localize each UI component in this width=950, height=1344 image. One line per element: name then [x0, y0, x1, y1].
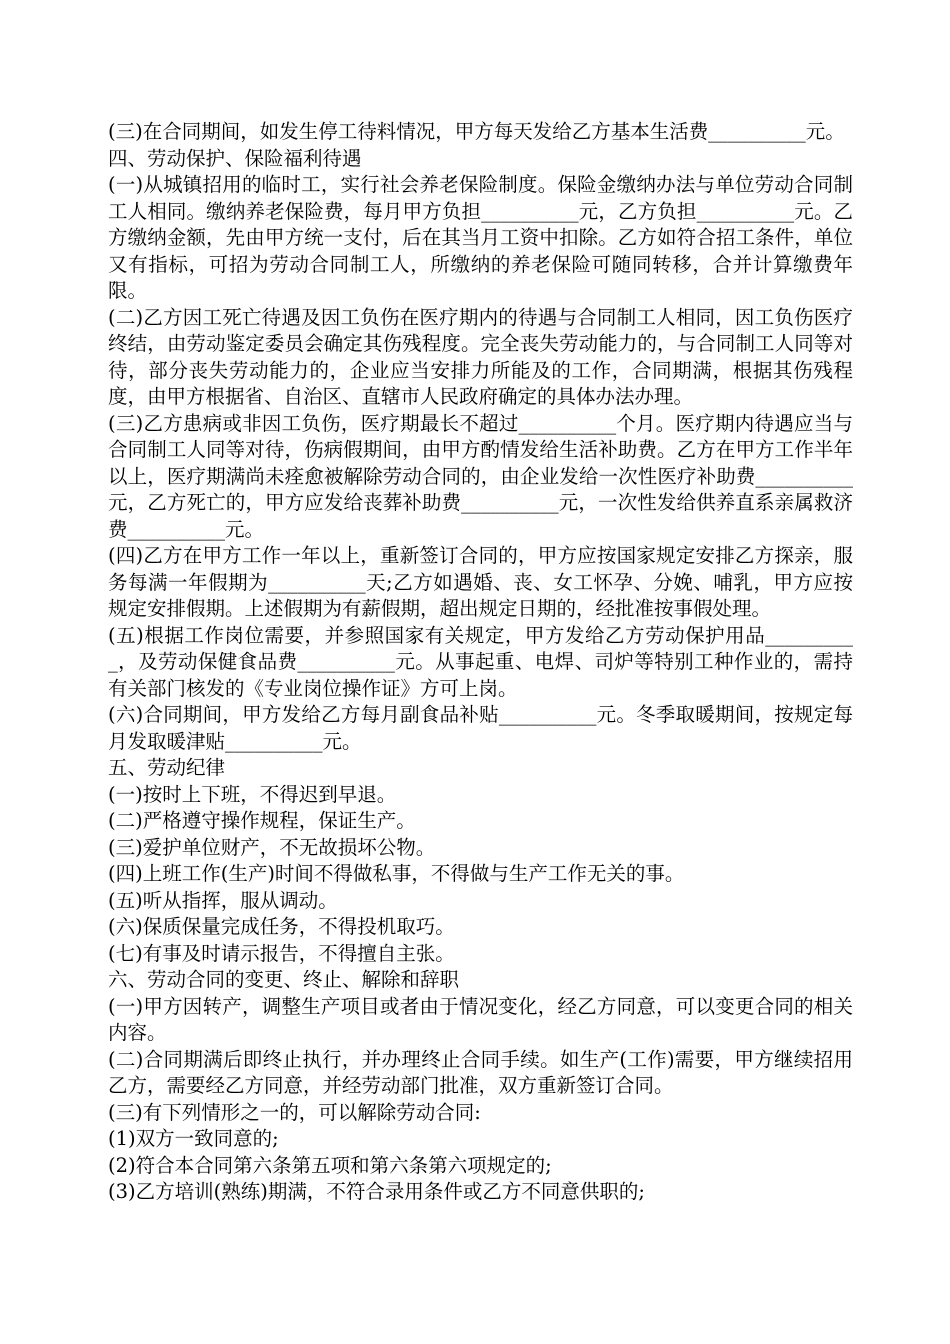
section-6-heading: 六、劳动合同的变更、终止、解除和辞职 — [108, 968, 460, 991]
clause-5-1: (一)按时上下班，不得迟到早退。 — [108, 782, 397, 806]
clause-4-3-sickness: (三)乙方患病或非因工负伤，医疗期最长不超过__________个月。医疗期内待遇应当与合同制工人同等对待，伤病假期间，由甲方酌情发给生活补助费。乙方在甲方工作半年以上，医疗期满尚未痊愈被解除劳动合同的，由企业发给一次性医疗补助费__________元，乙方死亡的，甲方应发给丧葬补助费__________元，一次性发给供养直系亲属救济费__________元。 — [108, 411, 853, 541]
clause-5-4: (四)上班工作(生产)时间不得做私事，不得做与生产工作无关的事。 — [108, 862, 685, 885]
clause-5-6: (六)保质保量完成任务，不得投机取巧。 — [108, 915, 455, 938]
clause-6-3: (三)有下列情形之一的，可以解除劳动合同: — [108, 1100, 481, 1124]
section-5-heading: 五、劳动纪律 — [108, 756, 226, 779]
clause-6-1: (一)甲方因转产，调整生产项目或者由于情况变化，经乙方同意，可以变更合同的相关内容。 — [108, 994, 853, 1044]
clause-5-2: (二)严格遵守操作规程，保证生产。 — [108, 809, 416, 832]
clause-5-5: (五)听从指挥，服从调动。 — [108, 888, 338, 912]
section-4-heading: 四、劳动保护、保险福利待遇 — [108, 146, 362, 170]
list-item-2: (2)符合本合同第六条第五项和第六条第六项规定的; — [108, 1153, 552, 1177]
clause-4-5-protective-gear: (五)根据工作岗位需要，并参照国家有关规定，甲方发给乙方劳动保护用品__________，及劳动保健食品费__________元。从事起重、电焊、司炉等特别工种作业的，需持有关部门核发的《专业岗位操作证》方可上岗。 — [108, 623, 853, 700]
clause-3-idle-allowance: (三)在合同期间，如发生停工待料情况，甲方每天发给乙方基本生活费__________元。 — [108, 120, 845, 143]
clause-4-1-pension: (一)从城镇招用的临时工，实行社会养老保险制度。保险金缴纳办法与单位劳动合同制工人相同。缴纳养老保险费，每月甲方负担__________元，乙方负担__________元。乙方缴纳金额，先由甲方统一支付，后在其当月工资中扣除。乙方如符合招工条件，单位又有指标，可招为劳动合同制工人，所缴纳的养老保险可随同转移，合并计算缴费年限。 — [108, 173, 853, 302]
clause-4-4-leave: (四)乙方在甲方工作一年以上，重新签订合同的，甲方应按国家规定安排乙方探亲，服务每满一年假期为__________天;乙方如遇婚、丧、女工怀孕、分娩、哺乳，甲方应按规定安排假期。上述假期为有薪假期，超出规定日期的，经批准按事假处理。 — [108, 544, 853, 620]
clause-4-6-subsidy: (六)合同期间，甲方发给乙方每月副食品补贴__________元。冬季取暖期间，按规定每月发取暖津贴__________元。 — [108, 703, 853, 753]
clause-5-3: (三)爱护单位财产，不无故损坏公物。 — [108, 835, 436, 859]
list-item-3: (3)乙方培训(熟练)期满，不符合录用条件或乙方不同意供职的; — [108, 1180, 645, 1203]
list-item-1: (1)双方一致同意的; — [108, 1127, 279, 1150]
clause-5-7: (七)有事及时请示报告，不得擅自主张。 — [108, 941, 455, 965]
clause-6-2: (二)合同期满后即终止执行，并办理终止合同手续。如生产(工作)需要，甲方继续招用乙方，需要经乙方同意，并经劳动部门批准，双方重新签订合同。 — [108, 1047, 853, 1097]
clause-4-2-work-injury: (二)乙方因工死亡待遇及因工负伤在医疗期内的待遇与合同制工人相同，因工负伤医疗终结，由劳动鉴定委员会确定其伤残程度。完全丧失劳动能力的，与合同制工人同等对待，部分丧失劳动能力的，企业应当安排力所能及的工作，合同期满，根据其伤残程度，由甲方根据省、自治区、直辖市人民政府确定的具体办法办理。 — [108, 305, 853, 408]
document-page — [108, 119, 853, 1206]
